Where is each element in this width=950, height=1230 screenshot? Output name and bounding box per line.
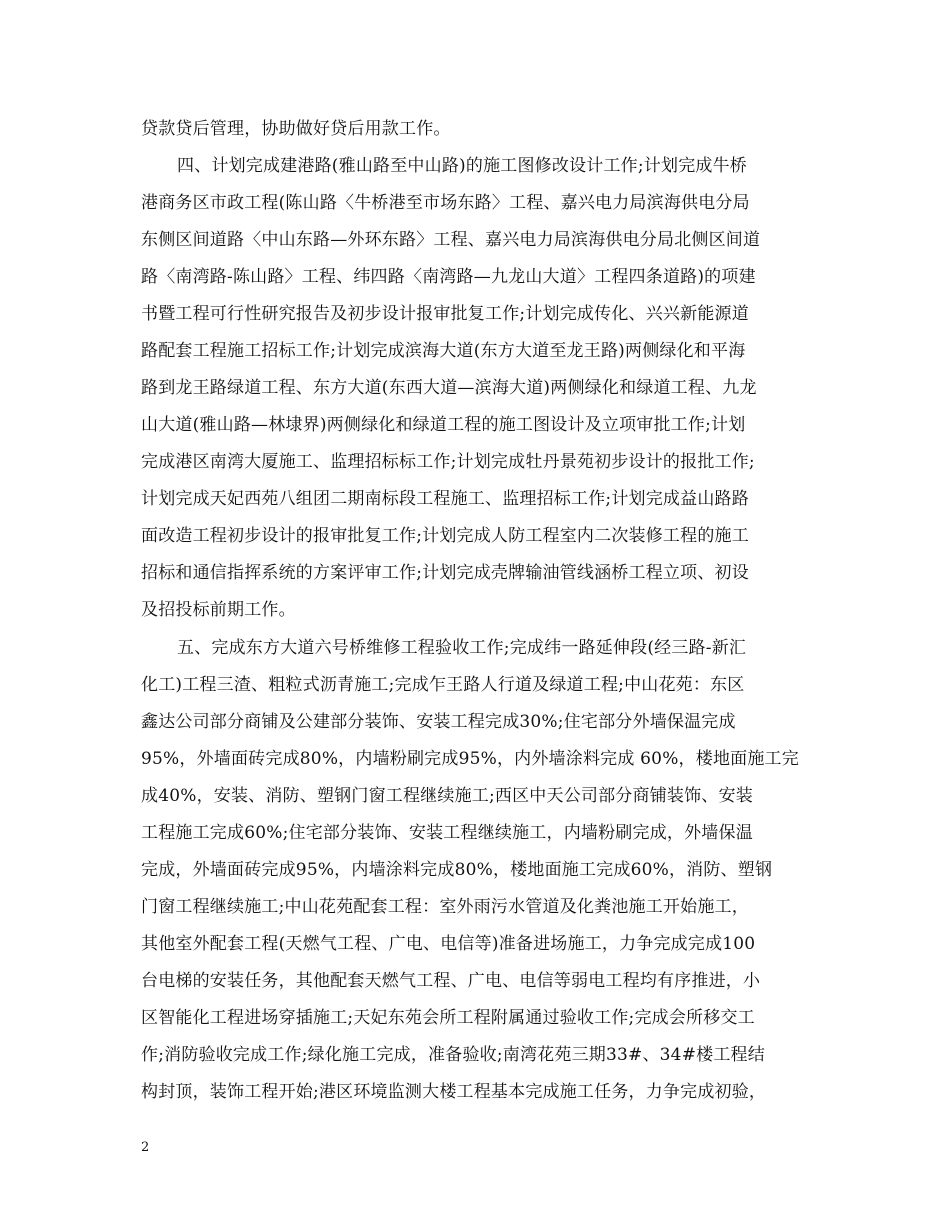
text-line: 作;消防验收完成工作;绿化施工完成，准备验收;南湾花苑三期33#、34#楼工程结: [141, 1045, 765, 1065]
text-line: 工程施工完成60%;住宅部分装饰、安装工程继续施工，内墙粉刷完成，外墙保温: [141, 823, 753, 843]
text-line: 山大道(雅山路—林埭界)两侧绿化和绿道工程的施工图设计及立项审批工作;计划: [141, 415, 746, 435]
text-line: 完成，外墙面砖完成95%，内墙涂料完成80%，楼地面施工完成60%，消防、塑钢: [141, 860, 773, 880]
text-line: 计划完成天妃西苑八组团二期南标段工程施工、监理招标工作;计划完成益山路路: [141, 489, 749, 509]
text-line: 招标和通信指挥系统的方案评审工作;计划完成壳牌输油管线涵桥工程立项、初设: [141, 563, 749, 583]
text-line: 成40%，安装、消防、塑钢门窗工程继续施工;西区中天公司部分商铺装饰、安装: [141, 786, 753, 806]
text-line: 区智能化工程进场穿插施工;天妃东苑会所工程附属通过验收工作;完成会所移交工: [141, 1008, 755, 1028]
text-line: 其他室外配套工程(天燃气工程、广电、电信等)准备进场施工，力争完成完成100: [141, 934, 756, 954]
text-line: 构封顶，装饰工程开始;港区环境监测大楼工程基本完成施工任务，力争完成初验，: [141, 1082, 767, 1102]
text-line: 完成港区南湾大厦施工、监理招标标工作;计划完成牡丹景苑初步设计的报批工作;: [141, 452, 755, 472]
text-line: 95%，外墙面砖完成80%，内墙粉刷完成95%，内外墙涂料完成 60%，楼地面施工完: [141, 749, 799, 769]
text-line: 台电梯的安装任务，其他配套天燃气工程、广电、电信等弱电工程均有序推进，小: [141, 971, 761, 991]
text-line: 书暨工程可行性研究报告及初步设计报审批复工作;计划完成传化、兴兴新能源道: [141, 304, 749, 324]
text-line: 路到龙王路绿道工程、东方大道(东西大道—滨海大道)两侧绿化和绿道工程、九龙: [141, 378, 757, 398]
text-line: 东侧区间道路〈中山东路—外环东路〉工程、嘉兴电力局滨海供电分局北侧区间道: [141, 230, 761, 250]
text-line: 及招投标前期工作。: [141, 600, 296, 620]
text-line: 路〈南湾路-陈山路〉工程、纬四路〈南湾路—九龙山大道〉工程四条道路)的项建: [141, 267, 756, 287]
text-line: 贷款贷后管理，协助做好贷后用款工作。: [141, 119, 451, 139]
text-line: 港商务区市政工程(陈山路〈牛桥港至市场东路〉工程、嘉兴电力局滨海供电分局: [141, 193, 750, 213]
text-line: 鑫达公司部分商铺及公建部分装饰、安装工程完成30%;住宅部分外墙保温完成: [141, 712, 736, 732]
page-number: 2: [141, 1140, 150, 1155]
text-line: 门窗工程继续施工;中山花苑配套工程：室外雨污水管道及化粪池施工开始施工，: [141, 897, 749, 917]
text-line: 化工)工程三渣、粗粒式沥青施工;完成乍王路人行道及绿道工程;中山花苑：东区: [141, 675, 745, 695]
text-line: 面改造工程初步设计的报审批复工作;计划完成人防工程室内二次装修工程的施工: [141, 526, 749, 546]
paragraph-five-start: 五、完成东方大道六号桥维修工程验收工作;完成纬一路延伸段(经三路-新汇: [177, 638, 747, 658]
paragraph-four-start: 四、计划完成建港路(雅山路至中山路)的施工图修改设计工作;计划完成牛桥: [177, 156, 747, 176]
text-line: 路配套工程施工招标工作;计划完成滨海大道(东方大道至龙王路)两侧绿化和平海: [141, 341, 746, 361]
